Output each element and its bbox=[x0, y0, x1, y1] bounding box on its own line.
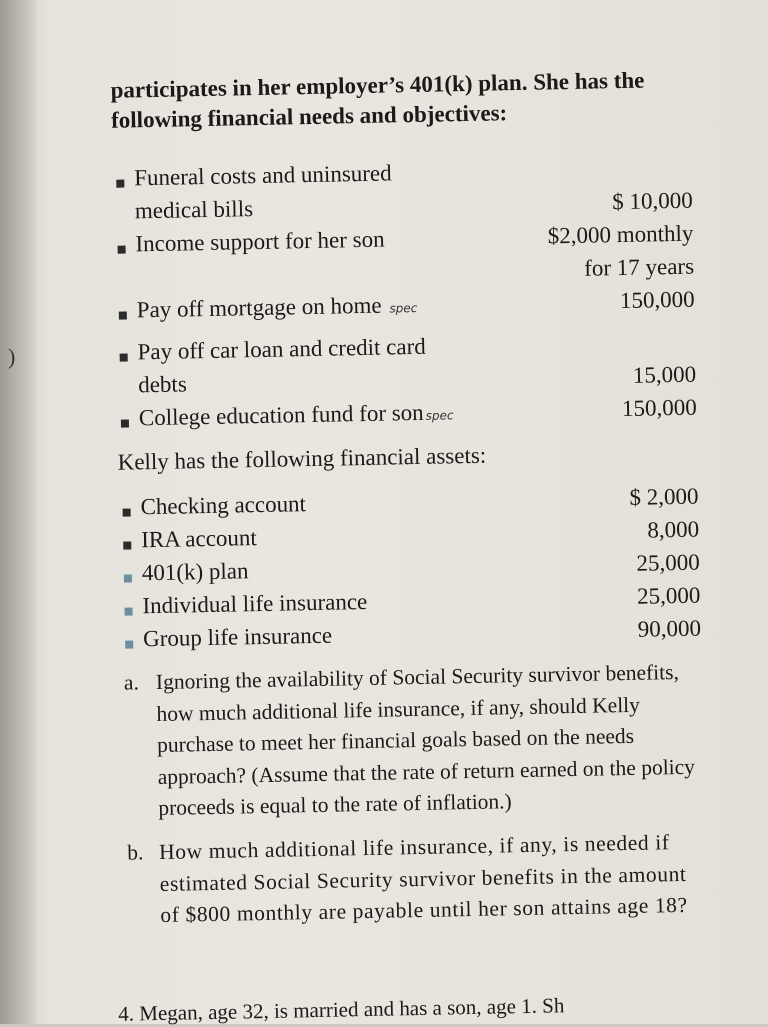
question-text: How much additional life insurance, if any, is needed if estimated Social Security survivor benefits in the amount of $800 monthly are payable until her son attains age 18? bbox=[158, 830, 688, 927]
need-amount: 150,000 bbox=[619, 286, 695, 314]
asset-amount: 25,000 bbox=[636, 582, 701, 609]
bullet bbox=[118, 246, 126, 254]
need-label: College education fund for son bbox=[138, 399, 424, 431]
bullet bbox=[124, 607, 132, 615]
bullet bbox=[116, 180, 124, 188]
asset-amount: 25,000 bbox=[636, 549, 700, 576]
need-amount: $2,000 monthly bbox=[547, 220, 694, 249]
need-label: Funeral costs and uninsured bbox=[133, 160, 392, 191]
margin-mark: ) bbox=[8, 344, 16, 369]
assets-heading: Kelly has the following financial assets: bbox=[117, 442, 487, 475]
need-label: medical bills bbox=[134, 196, 254, 224]
need-amount-continued: for 17 years bbox=[583, 253, 695, 281]
handwritten-note: spec bbox=[425, 408, 454, 423]
bullet bbox=[123, 508, 131, 516]
need-amount: 15,000 bbox=[632, 361, 697, 388]
asset-label: IRA account bbox=[140, 525, 258, 553]
bullet bbox=[123, 541, 131, 549]
bullet bbox=[119, 312, 127, 320]
bullet bbox=[125, 640, 133, 648]
asset-label: Checking account bbox=[140, 491, 307, 520]
bullet bbox=[120, 354, 128, 362]
question-a bbox=[124, 657, 707, 826]
book-gutter bbox=[0, 0, 36, 1024]
asset-amount: 90,000 bbox=[637, 615, 702, 642]
question-b bbox=[127, 826, 709, 932]
need-amount: 150,000 bbox=[621, 394, 697, 422]
bullet bbox=[124, 574, 132, 582]
question-text: Ignoring the availability of Social Security survivor benefits, how much additional life insurance, if any, should Kelly purchase to meet her financial goals based on the needs approach? (Assume that the rate of return earned on the policy proceeds is equal to the rate of inflation.) bbox=[155, 660, 696, 821]
page-content bbox=[100, 50, 702, 1026]
question-label: a. bbox=[123, 670, 140, 695]
need-label: Pay off car loan and credit card bbox=[137, 333, 426, 365]
need-label: Pay off mortgage on home bbox=[136, 292, 382, 323]
asset-amount: 8,000 bbox=[647, 516, 700, 543]
bullet bbox=[121, 420, 129, 428]
next-problem: 4. Megan, age 32, is married and has a son, age 1. Sh bbox=[118, 993, 565, 1026]
intro-paragraph: participates in her employer’s 401(k) plan. She has the following financial needs and objectives: bbox=[110, 67, 645, 133]
question-label: b. bbox=[126, 840, 144, 865]
asset-label: 401(k) plan bbox=[141, 558, 249, 586]
need-label-row bbox=[137, 292, 418, 323]
asset-label: Individual life insurance bbox=[142, 588, 368, 619]
need-amount: $ 10,000 bbox=[612, 187, 694, 215]
need-label-row bbox=[139, 399, 454, 431]
asset-amount: $ 2,000 bbox=[629, 483, 699, 510]
handwritten-note: spec bbox=[389, 300, 418, 316]
asset-label: Group life insurance bbox=[142, 622, 333, 652]
need-label: Income support for her son bbox=[135, 226, 385, 257]
need-label: debts bbox=[137, 371, 187, 398]
